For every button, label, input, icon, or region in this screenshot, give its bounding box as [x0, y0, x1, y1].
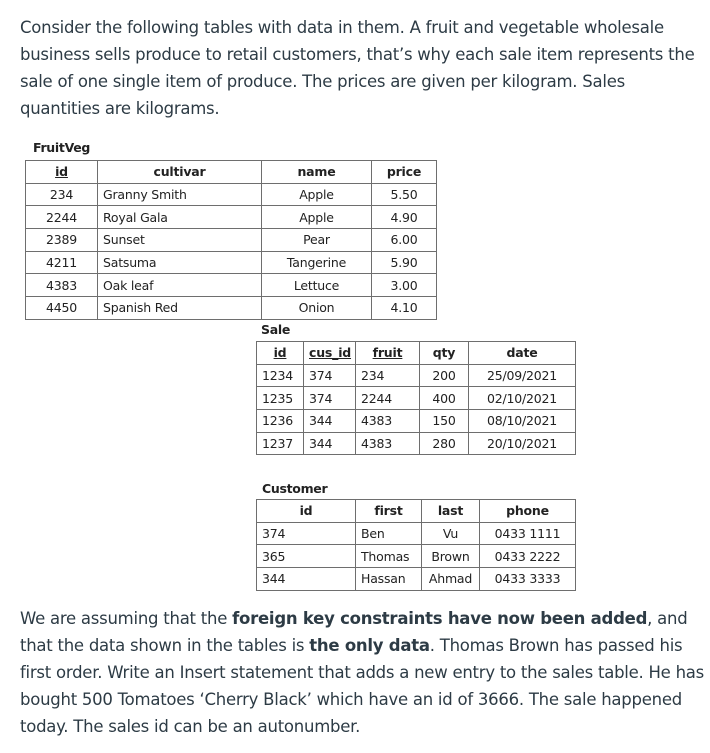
cell-cultivar: Royal Gala — [98, 206, 262, 229]
cell-cultivar: Satsuma — [98, 251, 262, 274]
table-row — [257, 545, 576, 568]
cell-last: Brown — [422, 545, 480, 568]
cell-last: Ahmad — [422, 568, 480, 591]
sale-table — [256, 341, 576, 455]
column-header-first: first — [356, 500, 422, 523]
column-header-last: last — [422, 500, 480, 523]
cell-name: Apple — [262, 183, 372, 206]
cell-date: 08/10/2021 — [469, 410, 576, 433]
cell-date: 25/09/2021 — [469, 364, 576, 387]
table-header-row — [26, 161, 437, 184]
cell-cultivar: Sunset — [98, 229, 262, 252]
cell-cultivar: Spanish Red — [98, 297, 262, 320]
task-text-1: We are assuming that the — [20, 609, 233, 628]
cell-price: 3.00 — [372, 274, 437, 297]
cell-qty: 200 — [420, 364, 469, 387]
table-row — [257, 568, 576, 591]
cell-id: 4450 — [26, 297, 98, 320]
cell-last: Vu — [422, 522, 480, 545]
cell-cultivar: Granny Smith — [98, 183, 262, 206]
table-row — [257, 432, 576, 455]
cell-first: Ben — [356, 522, 422, 545]
cell-cus-id: 344 — [304, 410, 356, 433]
cell-id: 344 — [257, 568, 356, 591]
cell-price: 5.50 — [372, 183, 437, 206]
column-header-date: date — [469, 342, 576, 365]
column-header-cus-id: cus_id — [304, 342, 356, 365]
column-header-cultivar: cultivar — [98, 161, 262, 184]
cell-name: Onion — [262, 297, 372, 320]
cell-cultivar: Oak leaf — [98, 274, 262, 297]
table-row — [26, 206, 437, 229]
table-row — [257, 364, 576, 387]
cell-price: 4.10 — [372, 297, 437, 320]
column-header-phone: phone — [480, 500, 576, 523]
cell-id: 374 — [257, 522, 356, 545]
table-row — [26, 251, 437, 274]
cell-phone: 0433 1111 — [480, 522, 576, 545]
cell-first: Thomas — [356, 545, 422, 568]
cell-qty: 280 — [420, 432, 469, 455]
column-header-qty: qty — [420, 342, 469, 365]
cell-cus-id: 344 — [304, 432, 356, 455]
fruitveg-table — [25, 160, 437, 320]
table-row — [257, 410, 576, 433]
column-header-id: id — [26, 161, 98, 184]
cell-id: 1236 — [257, 410, 304, 433]
cell-cus-id: 374 — [304, 387, 356, 410]
task-emphasis-only-data: the only data — [309, 636, 430, 655]
cell-fruit: 2244 — [356, 387, 420, 410]
cell-qty: 400 — [420, 387, 469, 410]
table-row — [26, 229, 437, 252]
cell-id: 2244 — [26, 206, 98, 229]
cell-id: 2389 — [26, 229, 98, 252]
cell-fruit: 4383 — [356, 410, 420, 433]
column-header-id: id — [257, 500, 356, 523]
table-row — [26, 297, 437, 320]
task-text-2: , and that the data shown in the tables is — [20, 609, 688, 655]
cell-first: Hassan — [356, 568, 422, 591]
cell-id: 4211 — [26, 251, 98, 274]
table-row — [257, 387, 576, 410]
cell-fruit: 4383 — [356, 432, 420, 455]
cell-name: Apple — [262, 206, 372, 229]
table-row — [257, 522, 576, 545]
cell-price: 4.90 — [372, 206, 437, 229]
cell-name: Lettuce — [262, 274, 372, 297]
column-header-fruit: fruit — [356, 342, 420, 365]
cell-date: 20/10/2021 — [469, 432, 576, 455]
cell-date: 02/10/2021 — [469, 387, 576, 410]
cell-price: 5.90 — [372, 251, 437, 274]
table-header-row — [257, 342, 576, 365]
task-paragraph — [20, 605, 704, 740]
intro-paragraph: Consider the following tables with data in them. A fruit and vegetable wholesale business sells produce to retail customers, that’s why each sale item represents the sale of one single item of produce. The prices are given per kilogram. Sales quantities are kilograms. — [20, 18, 695, 118]
table-header-row — [257, 500, 576, 523]
cell-id: 234 — [26, 183, 98, 206]
customer-table — [256, 499, 576, 591]
column-header-price: price — [372, 161, 437, 184]
cell-name: Pear — [262, 229, 372, 252]
fruitveg-table-title: FruitVeg — [33, 140, 91, 155]
cell-id: 1234 — [257, 364, 304, 387]
cell-name: Tangerine — [262, 251, 372, 274]
cell-id: 1235 — [257, 387, 304, 410]
table-row — [26, 274, 437, 297]
cell-phone: 0433 3333 — [480, 568, 576, 591]
cell-cus-id: 374 — [304, 364, 356, 387]
cell-price: 6.00 — [372, 229, 437, 252]
cell-fruit: 234 — [356, 364, 420, 387]
cell-qty: 150 — [420, 410, 469, 433]
task-text-3: . Thomas Brown has passed his first order. Write an Insert statement that adds a new entry to the sales table. He has bought 500 Tomatoes ‘Cherry Black’ which have an id of 3666. The sale happened today. The sales id can be an autonumber. — [20, 636, 704, 736]
column-header-name: name — [262, 161, 372, 184]
task-emphasis-foreign-keys: foreign key constraints have now been added — [232, 609, 648, 628]
cell-id: 4383 — [26, 274, 98, 297]
cell-phone: 0433 2222 — [480, 545, 576, 568]
table-row — [26, 183, 437, 206]
cell-id: 365 — [257, 545, 356, 568]
sale-table-title: Sale — [261, 322, 291, 337]
cell-id: 1237 — [257, 432, 304, 455]
column-header-id: id — [257, 342, 304, 365]
customer-table-title: Customer — [262, 481, 328, 496]
